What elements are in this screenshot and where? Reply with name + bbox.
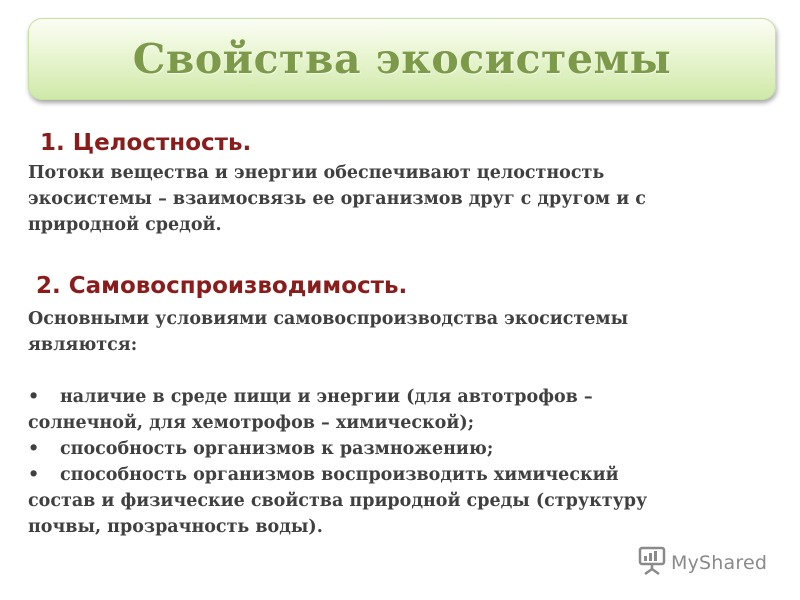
bullet-text: способность организмов к размножению;: [60, 439, 494, 459]
bullet-continuation: солнечной, для хемотрофов – химической);: [28, 413, 475, 433]
bullet-icon: •: [28, 439, 40, 459]
section2-bullets: [28, 384, 647, 540]
section1-text: [28, 160, 646, 238]
myshared-watermark: [638, 546, 767, 580]
title-banner: [28, 18, 776, 100]
text-line: Основными условиями самовоспроизводства экосистемы: [28, 309, 629, 329]
bullet-item-2: [28, 436, 647, 462]
bullet-icon: •: [28, 465, 40, 485]
bullet-icon: •: [28, 387, 40, 407]
text-line: Потоки вещества и энергии обеспечивают целостность: [28, 163, 605, 183]
myshared-logo-text: MyShared: [671, 552, 768, 574]
myshared-logo-icon: [638, 546, 666, 580]
section2-intro: [28, 306, 628, 358]
bullet-continuation: состав и физические свойства природной среды (структуру: [28, 491, 648, 511]
bullet-text: способность организмов воспроизводить химический: [60, 465, 619, 485]
text-line: природной средой.: [28, 215, 222, 235]
bullet-text: наличие в среде пищи и энергии (для автотрофов –: [60, 387, 593, 407]
section1-heading: 1. Целостность.: [40, 130, 252, 156]
slide-title: Свойства экосистемы: [132, 35, 672, 83]
bullet-item-1: [28, 384, 647, 436]
text-line: экосистемы – взаимосвязь ее организмов друг с другом и с: [28, 189, 646, 209]
text-line: являются:: [28, 335, 138, 355]
bullet-continuation: почвы, прозрачность воды).: [28, 517, 323, 537]
section2-heading: 2. Самовоспроизводимость.: [36, 273, 408, 299]
bullet-item-3: [28, 462, 647, 540]
